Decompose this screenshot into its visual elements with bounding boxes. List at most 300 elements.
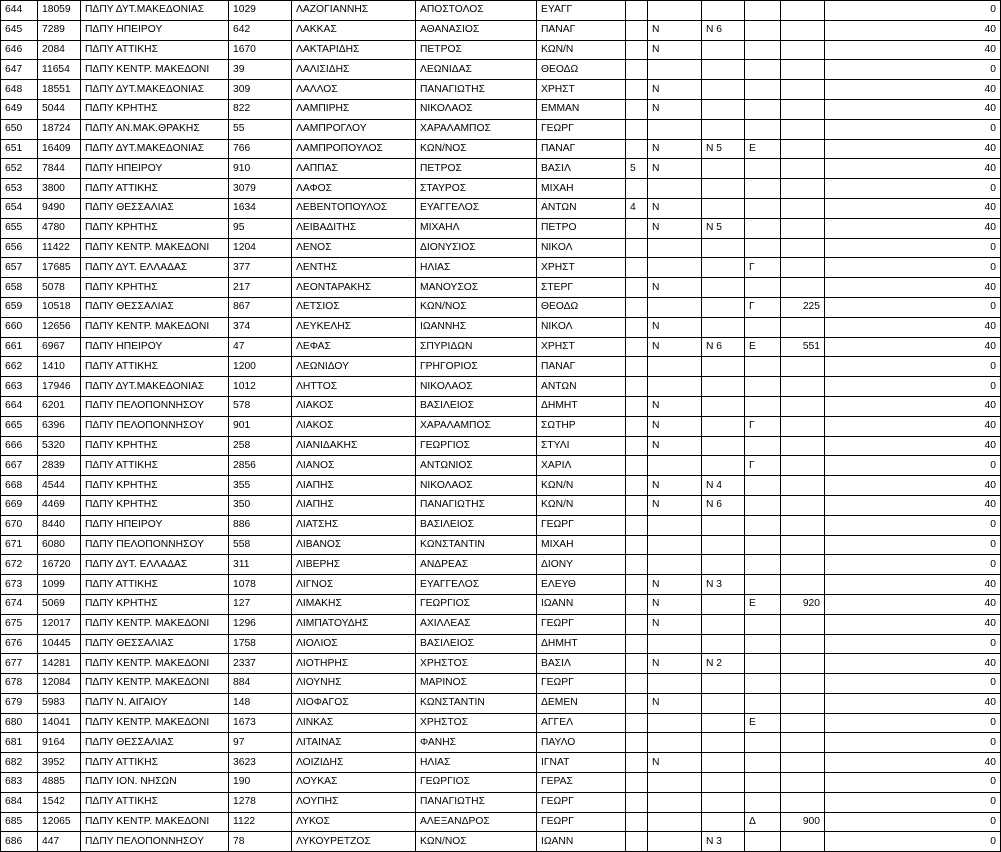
cell-registry-number: 9164	[38, 733, 81, 753]
cell-father-name: ΓΕΩΡΓ	[537, 119, 626, 139]
cell-extra-number	[626, 40, 648, 60]
cell-department: ΠΔΠΥ ΑΤΤΙΚΗΣ	[81, 575, 229, 595]
cell-score: 40	[825, 495, 1001, 515]
cell-first-name: ΕΥΑΓΓΕΛΟΣ	[416, 198, 537, 218]
cell-surname: ΛΕΤΣΙΟΣ	[292, 297, 416, 317]
cell-n-category	[702, 535, 745, 555]
cell-grade: Ε	[745, 594, 781, 614]
cell-row-number: 657	[1, 258, 38, 278]
cell-grade: Γ	[745, 258, 781, 278]
cell-registry-number: 6201	[38, 396, 81, 416]
cell-grade	[745, 654, 781, 674]
cell-score: 0	[825, 119, 1001, 139]
cell-grade	[745, 1, 781, 21]
cell-code: 1012	[229, 377, 292, 397]
cell-department: ΠΔΠΥ ΚΕΝΤΡ. ΜΑΚΕΔΟΝΙ	[81, 60, 229, 80]
cell-surname: ΛΙΜΑΚΗΣ	[292, 594, 416, 614]
cell-amount	[781, 80, 825, 100]
cell-father-name: ΠΕΤΡΟ	[537, 218, 626, 238]
cell-registry-number: 4469	[38, 495, 81, 515]
cell-department: ΠΔΠΥ ΗΠΕΙΡΟΥ	[81, 515, 229, 535]
cell-row-number: 681	[1, 733, 38, 753]
cell-amount	[781, 139, 825, 159]
table-row	[1, 456, 1001, 476]
cell-father-name: ΠΑΝΑΓ	[537, 357, 626, 377]
cell-registry-number: 5044	[38, 99, 81, 119]
cell-registry-number: 9490	[38, 198, 81, 218]
cell-code: 1673	[229, 713, 292, 733]
cell-row-number: 660	[1, 317, 38, 337]
cell-flag: Ν	[648, 99, 702, 119]
cell-registry-number: 16409	[38, 139, 81, 159]
cell-registry-number: 18724	[38, 119, 81, 139]
cell-registry-number: 5320	[38, 436, 81, 456]
cell-flag: Ν	[648, 753, 702, 773]
cell-n-category	[702, 456, 745, 476]
cell-surname: ΛΙΑΝΟΣ	[292, 456, 416, 476]
cell-code: 355	[229, 476, 292, 496]
cell-row-number: 658	[1, 278, 38, 298]
cell-registry-number: 4885	[38, 773, 81, 793]
cell-first-name: ΒΑΣΙΛΕΙΟΣ	[416, 396, 537, 416]
cell-amount	[781, 634, 825, 654]
cell-row-number: 654	[1, 198, 38, 218]
cell-grade	[745, 495, 781, 515]
cell-score: 40	[825, 476, 1001, 496]
cell-n-category	[702, 258, 745, 278]
cell-father-name: ΒΑΣΙΛ	[537, 654, 626, 674]
table-row	[1, 1, 1001, 21]
cell-flag: Ν	[648, 20, 702, 40]
cell-amount	[781, 515, 825, 535]
cell-grade	[745, 753, 781, 773]
cell-registry-number: 1410	[38, 357, 81, 377]
cell-first-name: ΓΡΗΓΟΡΙΟΣ	[416, 357, 537, 377]
cell-n-category	[702, 159, 745, 179]
cell-amount	[781, 753, 825, 773]
cell-grade	[745, 396, 781, 416]
cell-row-number: 652	[1, 159, 38, 179]
cell-department: ΠΔΠΥ ΘΕΣΣΑΛΙΑΣ	[81, 198, 229, 218]
cell-n-category	[702, 297, 745, 317]
cell-grade	[745, 60, 781, 80]
cell-grade: Δ	[745, 812, 781, 832]
cell-surname: ΛΙΜΠΑΤΟΥΔΗΣ	[292, 614, 416, 634]
cell-flag	[648, 515, 702, 535]
table-row	[1, 396, 1001, 416]
cell-n-category	[702, 357, 745, 377]
cell-first-name: ΗΛΙΑΣ	[416, 753, 537, 773]
cell-code: 642	[229, 20, 292, 40]
cell-code: 1670	[229, 40, 292, 60]
cell-first-name: ΕΥΑΓΓΕΛΟΣ	[416, 575, 537, 595]
cell-father-name: ΑΓΓΕΛ	[537, 713, 626, 733]
table-row	[1, 377, 1001, 397]
cell-amount	[781, 555, 825, 575]
cell-first-name: ΧΑΡΑΛΑΜΠΟΣ	[416, 119, 537, 139]
cell-father-name: ΔΕΜΕΝ	[537, 693, 626, 713]
cell-code: 1122	[229, 812, 292, 832]
cell-extra-number	[626, 773, 648, 793]
cell-grade: Γ	[745, 297, 781, 317]
cell-code: 2337	[229, 654, 292, 674]
cell-department: ΠΔΠΥ Ν. ΑΙΓΑΙΟΥ	[81, 693, 229, 713]
table-row	[1, 674, 1001, 694]
cell-row-number: 663	[1, 377, 38, 397]
cell-father-name: ΠΑΝΑΓ	[537, 20, 626, 40]
cell-extra-number	[626, 80, 648, 100]
cell-extra-number	[626, 456, 648, 476]
cell-row-number: 655	[1, 218, 38, 238]
cell-amount	[781, 476, 825, 496]
cell-amount	[781, 396, 825, 416]
cell-amount	[781, 278, 825, 298]
cell-extra-number	[626, 436, 648, 456]
cell-score: 40	[825, 218, 1001, 238]
cell-amount	[781, 357, 825, 377]
cell-score: 0	[825, 60, 1001, 80]
cell-first-name: ΠΑΝΑΓΙΩΤΗΣ	[416, 495, 537, 515]
cell-code: 350	[229, 495, 292, 515]
cell-extra-number	[626, 357, 648, 377]
cell-grade	[745, 535, 781, 555]
table-row	[1, 753, 1001, 773]
cell-father-name: ΔΗΜΗΤ	[537, 396, 626, 416]
cell-code: 190	[229, 773, 292, 793]
table-row	[1, 99, 1001, 119]
cell-flag: Ν	[648, 495, 702, 515]
cell-code: 3079	[229, 179, 292, 199]
cell-registry-number: 12084	[38, 674, 81, 694]
cell-n-category	[702, 515, 745, 535]
cell-first-name: ΝΙΚΟΛΑΟΣ	[416, 377, 537, 397]
cell-flag: Ν	[648, 575, 702, 595]
cell-amount	[781, 317, 825, 337]
cell-first-name: ΧΑΡΑΛΑΜΠΟΣ	[416, 416, 537, 436]
cell-department: ΠΔΠΥ ΘΕΣΣΑΛΙΑΣ	[81, 733, 229, 753]
cell-surname: ΛΙΟΛΙΟΣ	[292, 634, 416, 654]
cell-n-category	[702, 693, 745, 713]
cell-n-category	[702, 99, 745, 119]
cell-department: ΠΔΠΥ ΑΤΤΙΚΗΣ	[81, 40, 229, 60]
cell-department: ΠΔΠΥ ΔΥΤ. ΕΛΛΑΔΑΣ	[81, 555, 229, 575]
cell-n-category	[702, 317, 745, 337]
cell-flag: Ν	[648, 80, 702, 100]
cell-department: ΠΔΠΥ ΔΥΤ.ΜΑΚΕΔΟΝΙΑΣ	[81, 139, 229, 159]
cell-flag	[648, 357, 702, 377]
cell-father-name: ΣΤΥΛΙ	[537, 436, 626, 456]
cell-first-name: ΠΑΝΑΓΙΩΤΗΣ	[416, 80, 537, 100]
cell-code: 55	[229, 119, 292, 139]
cell-amount	[781, 119, 825, 139]
cell-surname: ΛΕΦΑΣ	[292, 337, 416, 357]
cell-n-category	[702, 555, 745, 575]
cell-registry-number: 14041	[38, 713, 81, 733]
cell-first-name: ΜΑΝΟΥΣΟΣ	[416, 278, 537, 298]
cell-surname: ΛΑΜΠΡΟΠΟΥΛΟΣ	[292, 139, 416, 159]
cell-score: 40	[825, 40, 1001, 60]
cell-amount	[781, 159, 825, 179]
cell-registry-number: 6967	[38, 337, 81, 357]
cell-first-name: ΚΩΝΣΤΑΝΤΙΝ	[416, 535, 537, 555]
cell-row-number: 678	[1, 674, 38, 694]
table-row	[1, 198, 1001, 218]
cell-father-name: ΕΛΕΥΘ	[537, 575, 626, 595]
cell-n-category	[702, 40, 745, 60]
cell-surname: ΛΙΑΤΣΗΣ	[292, 515, 416, 535]
cell-extra-number	[626, 416, 648, 436]
cell-father-name: ΜΙΧΑΗ	[537, 179, 626, 199]
cell-amount	[781, 40, 825, 60]
cell-n-category: Ν 4	[702, 476, 745, 496]
cell-n-category: Ν 6	[702, 20, 745, 40]
cell-department: ΠΔΠΥ ΔΥΤ.ΜΑΚΕΔΟΝΙΑΣ	[81, 1, 229, 21]
cell-registry-number: 16720	[38, 555, 81, 575]
cell-score: 0	[825, 179, 1001, 199]
cell-department: ΠΔΠΥ ΚΕΝΤΡ. ΜΑΚΕΔΟΝΙ	[81, 238, 229, 258]
cell-n-category	[702, 119, 745, 139]
cell-flag	[648, 773, 702, 793]
cell-code: 311	[229, 555, 292, 575]
cell-extra-number	[626, 238, 648, 258]
table-row	[1, 614, 1001, 634]
cell-father-name: ΓΕΡΑΣ	[537, 773, 626, 793]
cell-grade	[745, 218, 781, 238]
cell-registry-number: 2839	[38, 456, 81, 476]
cell-n-category	[702, 377, 745, 397]
cell-code: 884	[229, 674, 292, 694]
cell-surname: ΛΕΝΟΣ	[292, 238, 416, 258]
cell-row-number: 645	[1, 20, 38, 40]
cell-extra-number	[626, 317, 648, 337]
cell-score: 0	[825, 1, 1001, 21]
cell-first-name: ΗΛΙΑΣ	[416, 258, 537, 278]
cell-n-category	[702, 60, 745, 80]
cell-amount	[781, 733, 825, 753]
cell-flag	[648, 179, 702, 199]
cell-amount	[781, 456, 825, 476]
cell-surname: ΛΑΛΛΟΣ	[292, 80, 416, 100]
cell-code: 39	[229, 60, 292, 80]
cell-extra-number	[626, 733, 648, 753]
cell-surname: ΛΕΟΝΤΑΡΑΚΗΣ	[292, 278, 416, 298]
cell-code: 1758	[229, 634, 292, 654]
cell-score: 40	[825, 99, 1001, 119]
table-row	[1, 495, 1001, 515]
cell-n-category: Ν 3	[702, 575, 745, 595]
cell-grade	[745, 179, 781, 199]
cell-first-name: ΙΩΑΝΝΗΣ	[416, 317, 537, 337]
cell-amount	[781, 179, 825, 199]
cell-flag	[648, 238, 702, 258]
cell-n-category: Ν 2	[702, 654, 745, 674]
cell-father-name: ΓΕΩΡΓ	[537, 792, 626, 812]
table-row	[1, 357, 1001, 377]
cell-row-number: 653	[1, 179, 38, 199]
cell-score: 40	[825, 614, 1001, 634]
cell-father-name: ΓΕΩΡΓ	[537, 515, 626, 535]
cell-first-name: ΧΡΗΣΤΟΣ	[416, 654, 537, 674]
cell-row-number: 662	[1, 357, 38, 377]
table-row	[1, 218, 1001, 238]
cell-amount	[781, 575, 825, 595]
cell-flag	[648, 555, 702, 575]
cell-row-number: 672	[1, 555, 38, 575]
cell-extra-number	[626, 1, 648, 21]
cell-n-category	[702, 594, 745, 614]
cell-row-number: 676	[1, 634, 38, 654]
cell-grade	[745, 693, 781, 713]
cell-extra-number	[626, 555, 648, 575]
cell-flag: Ν	[648, 396, 702, 416]
cell-registry-number: 3952	[38, 753, 81, 773]
cell-code: 258	[229, 436, 292, 456]
cell-surname: ΛΕΙΒΑΔΙΤΗΣ	[292, 218, 416, 238]
table-row	[1, 594, 1001, 614]
cell-row-number: 648	[1, 80, 38, 100]
cell-flag	[648, 733, 702, 753]
cell-registry-number: 4780	[38, 218, 81, 238]
cell-surname: ΛΙΝΚΑΣ	[292, 713, 416, 733]
cell-extra-number	[626, 495, 648, 515]
cell-registry-number: 5983	[38, 693, 81, 713]
cell-amount	[781, 258, 825, 278]
table-row	[1, 693, 1001, 713]
cell-grade	[745, 99, 781, 119]
cell-father-name: ΙΩΑΝΝ	[537, 832, 626, 852]
cell-father-name: ΔΗΜΗΤ	[537, 634, 626, 654]
cell-score: 40	[825, 337, 1001, 357]
cell-department: ΠΔΠΥ ΙΟΝ. ΝΗΣΩΝ	[81, 773, 229, 793]
cell-n-category	[702, 792, 745, 812]
cell-n-category	[702, 773, 745, 793]
cell-father-name: ΙΩΑΝΝ	[537, 594, 626, 614]
cell-department: ΠΔΠΥ ΚΡΗΤΗΣ	[81, 218, 229, 238]
cell-flag	[648, 1, 702, 21]
cell-code: 2856	[229, 456, 292, 476]
cell-extra-number	[626, 377, 648, 397]
cell-amount	[781, 436, 825, 456]
cell-department: ΠΔΠΥ ΠΕΛΟΠΟΝΝΗΣΟΥ	[81, 832, 229, 852]
cell-extra-number	[626, 337, 648, 357]
cell-registry-number: 5069	[38, 594, 81, 614]
cell-row-number: 671	[1, 535, 38, 555]
table-row	[1, 634, 1001, 654]
table-row	[1, 139, 1001, 159]
table-row	[1, 119, 1001, 139]
cell-n-category	[702, 753, 745, 773]
cell-flag	[648, 713, 702, 733]
cell-amount	[781, 416, 825, 436]
table-row	[1, 238, 1001, 258]
cell-n-category: Ν 5	[702, 218, 745, 238]
cell-code: 309	[229, 80, 292, 100]
cell-grade	[745, 773, 781, 793]
cell-score: 0	[825, 535, 1001, 555]
cell-father-name: ΣΩΤΗΡ	[537, 416, 626, 436]
cell-extra-number	[626, 515, 648, 535]
cell-score: 40	[825, 654, 1001, 674]
cell-father-name: ΠΑΝΑΓ	[537, 139, 626, 159]
cell-code: 3623	[229, 753, 292, 773]
cell-registry-number: 3800	[38, 179, 81, 199]
cell-extra-number	[626, 119, 648, 139]
cell-code: 1634	[229, 198, 292, 218]
table-row	[1, 60, 1001, 80]
cell-amount	[781, 60, 825, 80]
cell-first-name: ΓΕΩΡΓΙΟΣ	[416, 436, 537, 456]
table-row	[1, 773, 1001, 793]
cell-registry-number: 10445	[38, 634, 81, 654]
cell-row-number: 661	[1, 337, 38, 357]
cell-amount	[781, 614, 825, 634]
cell-first-name: ΓΕΩΡΓΙΟΣ	[416, 773, 537, 793]
cell-surname: ΛΙΑΝΙΔΑΚΗΣ	[292, 436, 416, 456]
cell-father-name: ΙΓΝΑΤ	[537, 753, 626, 773]
cell-department: ΠΔΠΥ ΚΕΝΤΡ. ΜΑΚΕΔΟΝΙ	[81, 317, 229, 337]
cell-row-number: 683	[1, 773, 38, 793]
cell-grade	[745, 20, 781, 40]
cell-department: ΠΔΠΥ ΚΕΝΤΡ. ΜΑΚΕΔΟΝΙ	[81, 654, 229, 674]
cell-score: 0	[825, 238, 1001, 258]
table-row	[1, 515, 1001, 535]
cell-registry-number: 1542	[38, 792, 81, 812]
cell-code: 1296	[229, 614, 292, 634]
cell-code: 766	[229, 139, 292, 159]
cell-first-name: ΦΑΝΗΣ	[416, 733, 537, 753]
cell-father-name: ΝΙΚΟΛ	[537, 317, 626, 337]
cell-surname: ΛΙΒΑΝΟΣ	[292, 535, 416, 555]
cell-surname: ΛΑΦΟΣ	[292, 179, 416, 199]
cell-amount: 551	[781, 337, 825, 357]
cell-n-category	[702, 198, 745, 218]
cell-first-name: ΣΠΥΡΙΔΩΝ	[416, 337, 537, 357]
cell-n-category: Ν 6	[702, 337, 745, 357]
cell-grade	[745, 634, 781, 654]
cell-flag	[648, 812, 702, 832]
cell-surname: ΛΙΒΕΡΗΣ	[292, 555, 416, 575]
cell-registry-number: 18059	[38, 1, 81, 21]
cell-father-name: ΠΑΥΛΟ	[537, 733, 626, 753]
cell-grade	[745, 278, 781, 298]
cell-row-number: 680	[1, 713, 38, 733]
cell-surname: ΛΙΤΑΙΝΑΣ	[292, 733, 416, 753]
cell-grade	[745, 575, 781, 595]
cell-department: ΠΔΠΥ ΔΥΤ. ΕΛΛΑΔΑΣ	[81, 258, 229, 278]
roster-table-body	[1, 1, 1001, 852]
cell-extra-number	[626, 753, 648, 773]
cell-first-name: ΚΩΝ/ΝΟΣ	[416, 297, 537, 317]
cell-registry-number: 17946	[38, 377, 81, 397]
cell-score: 40	[825, 416, 1001, 436]
cell-flag: Ν	[648, 436, 702, 456]
cell-flag	[648, 456, 702, 476]
cell-flag	[648, 535, 702, 555]
cell-father-name: ΜΙΧΑΗ	[537, 535, 626, 555]
cell-flag: Ν	[648, 278, 702, 298]
cell-row-number: 668	[1, 476, 38, 496]
cell-first-name: ΓΕΩΡΓΙΟΣ	[416, 594, 537, 614]
cell-code: 78	[229, 832, 292, 852]
cell-surname: ΛΑΚΚΑΣ	[292, 20, 416, 40]
cell-father-name: ΧΑΡΙΛ	[537, 456, 626, 476]
cell-extra-number	[626, 832, 648, 852]
cell-score: 40	[825, 753, 1001, 773]
cell-surname: ΛΥΚΟΥΡΕΤΖΟΣ	[292, 832, 416, 852]
cell-code: 374	[229, 317, 292, 337]
cell-father-name: ΑΝΤΩΝ	[537, 377, 626, 397]
cell-code: 148	[229, 693, 292, 713]
